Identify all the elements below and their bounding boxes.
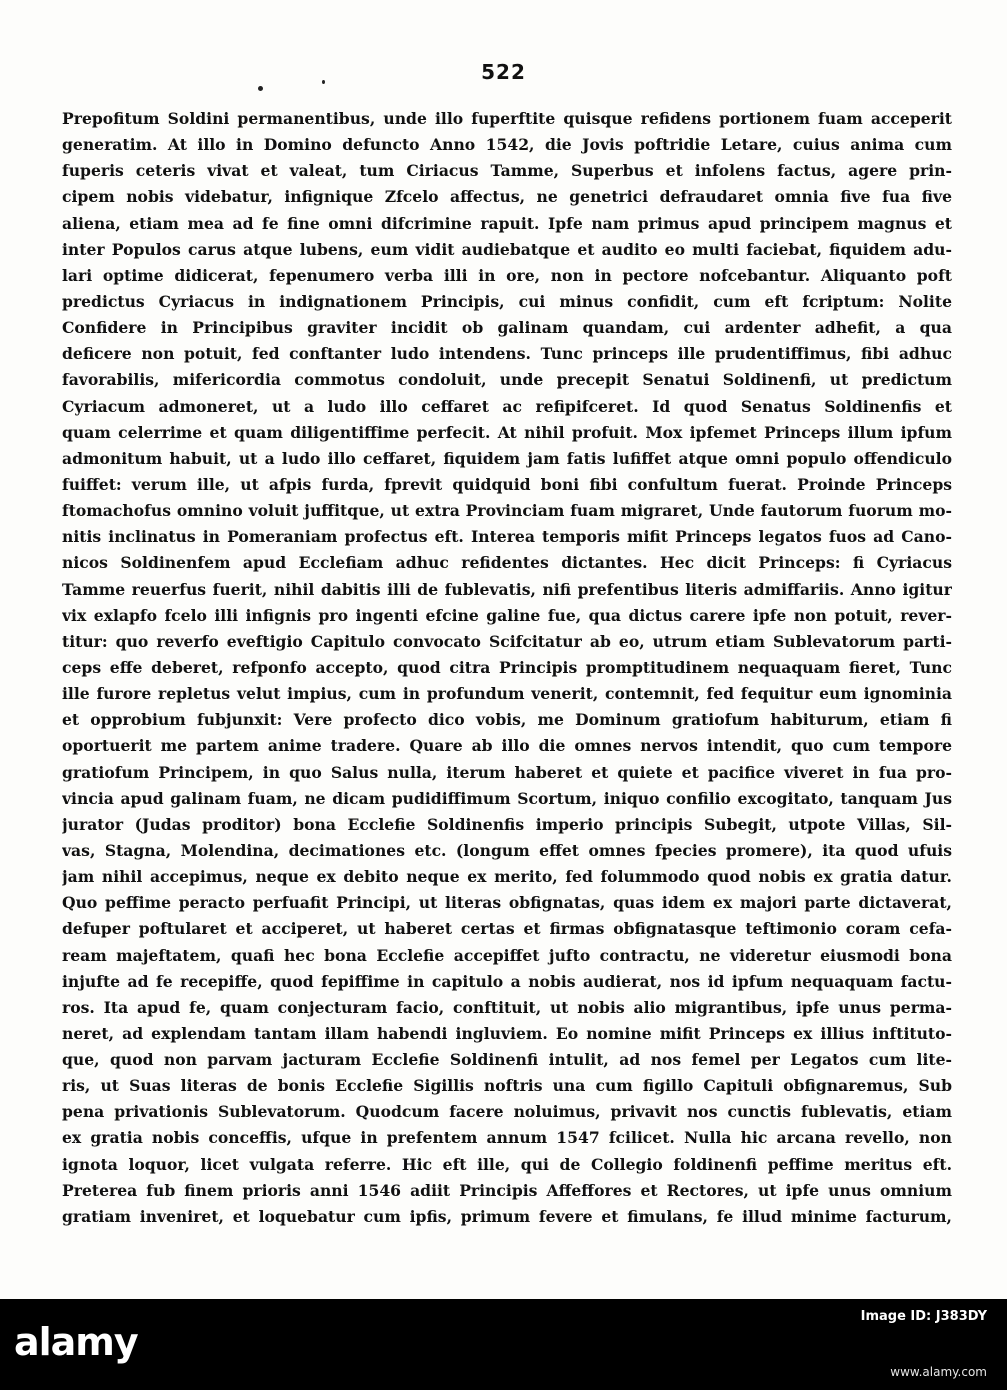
text-line: injufte ad fe recepiffe, quod fepiffime in capitulo a nobis audierat, nos id ipfum nequaquam factu- <box>62 971 952 991</box>
text-line: vincia apud galinam fuam, ne dicam pudidiffimum Scortum, iniquo confilio excogitato, tanquam Jus <box>62 788 952 808</box>
text-line: favorabilis, mifericordia commotus condoluit, unde precepit Senatui Soldinenfi, ut predictum <box>62 370 952 390</box>
text-line: generatim. At illo in Domino defuncto Anno 1542, die Jovis poftridie Letare, cuius anima cum <box>62 135 952 155</box>
text-line: ftomachofus omnino voluit juffitque, ut extra Provinciam fuam migraret, Unde fautorum fuorum mo- <box>62 501 952 521</box>
text-line: admonitum habuit, ut a ludo illo ceffaret, fiquidem jam fatis lufiffet atque omni populo offendiculo <box>62 448 952 468</box>
body-text <box>62 106 952 1230</box>
text-line: ros. Ita apud fe, quam conjecturam facio, conftituit, ut nobis alio migrantibus, ipfe unus perma- <box>62 997 952 1017</box>
text-line: ris, ut Suas literas de bonis Ecclefie Sigillis noftris una cum figillo Capituli obfignaremus, Sub <box>62 1076 952 1096</box>
text-line: deficere non potuit, fed conftanter ludo intendens. Tunc princeps ille prudentiffimus, fibi adhuc <box>62 344 952 364</box>
text-line: nicos Soldinenfem apud Ecclefiam adhuc refidentes dictantes. Hec dicit Princeps: fi Cyriacus <box>62 553 952 573</box>
image-id <box>861 1309 987 1325</box>
text-line: ream majeftatem, quafi hec bona Ecclefie accepiffet jufto contractu, ne videretur eiusmodi bona <box>62 945 952 965</box>
text-line: jam nihil accepimus, neque ex debito neque ex merito, fed folummodo quod nobis ex gratia datur. <box>62 867 952 887</box>
brand-logo: alamy <box>14 1320 138 1364</box>
text-line: Tamme reuerfus fuerit, nihil dabitis illi de fublevatis, nifi prefentibus literis admiffariis. Anno igitur <box>62 579 952 599</box>
speck-mark <box>258 86 263 91</box>
text-line: cipem nobis videbatur, infignique Zfcelo affectus, ne genetrici defraudaret omnia five fua five <box>62 187 952 207</box>
text-line: nitis inclinatus in Pomeraniam profectus eft. Interea temporis mifit Princeps legatos fuos ad Cano- <box>62 527 952 547</box>
text-line: Preterea fub finem prioris anni 1546 adiit Principis Affeffores et Rectores, ut ipfe unus omnium <box>62 1180 952 1200</box>
text-line: vas, Stagna, Molendina, decimationes etc. (longum effet omnes fpecies promere), ita quod ufuis <box>62 840 952 860</box>
text-line: ceps effe deberet, refponfo accepto, quod citra Principis promptitudinem nequaquam fieret, Tunc <box>62 657 952 677</box>
text-line: oportuerit me partem anime tradere. Quare ab illo die omnes nervos intendit, quo cum tempore <box>62 736 952 756</box>
text-line: gratiofum Principem, in quo Salus nulla, iterum haberet et quiete et pacifice viveret in fua pro- <box>62 762 952 782</box>
text-line: Prepofitum Soldini permanentibus, unde illo fuperftite quisque refidens portionem fuam acceperit <box>62 109 952 128</box>
text-line: defuper poftularet et acciperet, ut haberet certas et firmas obfignatasque teftimonio coram cefa- <box>62 919 952 939</box>
text-line: fuperis ceteris vivat et valeat, tum Ciriacus Tamme, Superbus et infolens factus, agere prin- <box>62 161 952 181</box>
text-line: titur: quo reverfo eveftigio Capitulo convocato Scifcitatur ab eo, utrum etiam Sublevatorum parti- <box>62 631 952 651</box>
image-id-label: Image ID: J383DY <box>860 1309 987 1324</box>
text-line: lari optime didicerat, fepenumero verba illi in ore, non in pectore nofcebantur. Aliquanto poft <box>62 265 952 285</box>
text-line: ignota loquor, licet vulgata referre. Hic eft ille, qui de Collegio foldinenfi peffime meritus eft. <box>62 1154 952 1174</box>
text-line: neret, ad explendam tantam illam habendi ingluviem. Eo nomine mifit Princeps ex illius inftituto- <box>62 1023 952 1043</box>
text-line: ille furore repletus velut impius, cum in profundum venerit, contemnit, fed fequitur eum ignominia <box>62 684 952 704</box>
text-line: gratiam inveniret, et loquebatur cum ipfis, primum fevere et fimulans, fe illud minime facturum, <box>62 1206 952 1226</box>
page-number: 522 <box>481 60 526 84</box>
text-line: aliena, etiam mea ad fe fine omni difcrimine rapuit. Ipfe nam primus apud principem magnus et <box>62 213 952 233</box>
text-line: pena privationis Sublevatorum. Quodcum facere noluimus, privavit nos cunctis fublevatis, etiam <box>62 1102 952 1122</box>
text-line: predictus Cyriacus in indignationem Principis, cui minus confidit, cum eft fcriptum: Nolite <box>62 291 952 311</box>
text-line: Cyriacum admoneret, ut a ludo illo ceffaret ac refipifceret. Id quod Senatus Soldinenfis et <box>62 396 952 416</box>
text-line: ex gratia nobis conceffis, ufque in prefentem annum 1547 fcilicet. Nulla hic arcana revello, non <box>62 1128 952 1148</box>
text-line: fuiffet: verum ille, ut afpis furda, fprevit quidquid boni fibi confultum fuerat. Proinde Princeps <box>62 474 952 494</box>
text-line: vix exlapfo fcelo illi infignis pro ingenti efcine galine fue, qua dictus carere ipfe non potuit, rever- <box>62 605 952 625</box>
watermark-footer <box>0 1299 1007 1390</box>
text-line: Quo peffime peracto perfuafit Principi, ut literas obfignatas, quas idem ex majori parte dictaverat, <box>62 893 952 913</box>
text-line: que, quod non parvam jacturam Ecclefie Soldinenfi intulit, ad nos femel per Legatos cum lite- <box>62 1050 952 1070</box>
text-line: inter Populos carus atque lubens, eum vidit audiebatque et audito eo multi faciebat, fiquidem adu- <box>62 239 952 259</box>
site-url: www.alamy.com <box>890 1365 987 1379</box>
text-line: Confidere in Principibus graviter incidit ob galinam quandam, cui ardenter adhefit, a qua <box>62 318 952 338</box>
text-line: et opprobium fubjunxit: Vere profecto dico vobis, me Dominum gratiofum habiturum, etiam fi <box>62 710 952 730</box>
text-line: jurator (Judas proditor) bona Ecclefie Soldinenfis imperio principis Subegit, utpote Villas, Sil- <box>62 814 952 834</box>
text-line: quam celerrime et quam diligentiffime perfecit. At nihil profuit. Mox ipfemet Princeps illum ipfum <box>62 422 952 442</box>
